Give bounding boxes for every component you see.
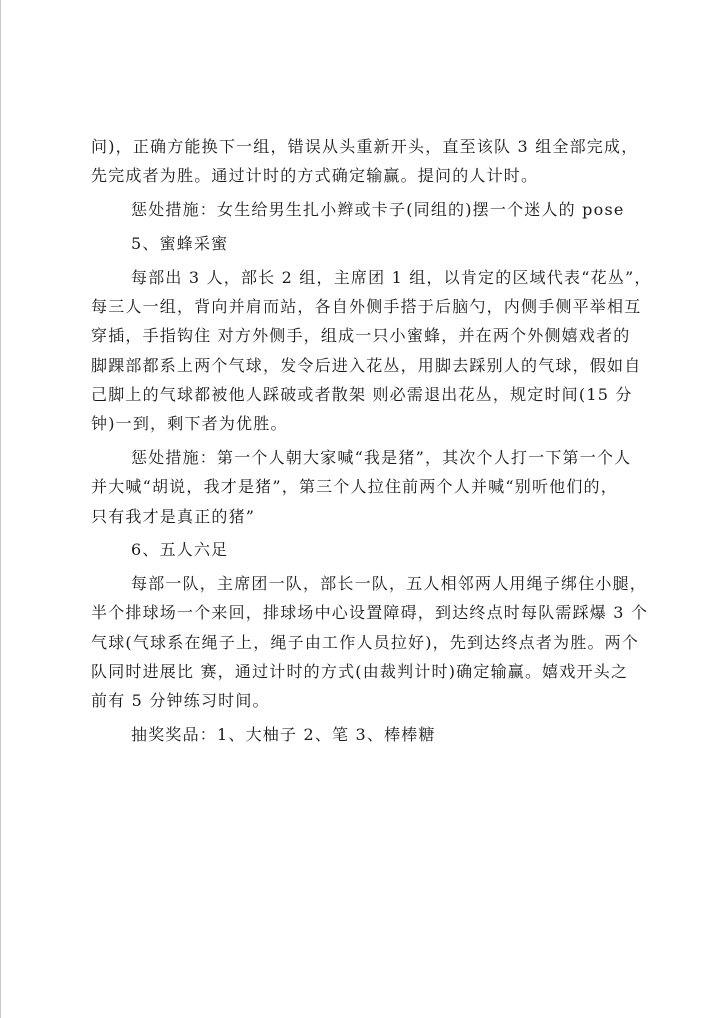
text-line: 每部出 3 人，部长 2 组，主席团 1 组，以肯定的区域代表“花丛”， <box>131 267 652 287</box>
text-line: 半个排球场一个来回，排球场中心设置障碍，到达终点时每队需踩爆 3 个 <box>91 603 649 623</box>
paragraph <box>91 443 636 531</box>
text-line: 每部一队，主席团一队，部长一队，五人相邻两人用绳子绑住小腿， <box>131 574 648 594</box>
text-line: 队同时进展比 赛，通过计时的方式(由裁判计时)确定输赢。嬉戏开头之 <box>91 662 629 682</box>
paragraph <box>91 535 636 564</box>
text-line: 每三人一组，背向并肩而站，各自外侧手搭于后脑勺，内侧手侧平举相互 <box>91 296 642 316</box>
document-body <box>91 132 652 754</box>
paragraph <box>91 263 652 439</box>
paragraph <box>91 195 636 224</box>
text-line: 惩处措施：第一个人朝大家喊“我是猪”，其次个人打一下第一个人 <box>131 447 632 467</box>
text-line: 只有我才是真正的猪” <box>91 506 256 526</box>
paragraph <box>91 720 636 749</box>
text-line: 气球(气球系在绳子上，绳子由工作人员拉好)，先到达终点者为胜。两个 <box>91 632 640 652</box>
text-line: 穿插，手指钩住 对方外侧手，组成一只小蜜蜂，并在两个外侧嬉戏者的 <box>91 326 631 346</box>
text-line: 脚踝部都系上两个气球，发令后进入花丛，用脚去踩别人的气球，假如自 <box>91 355 642 375</box>
text-line: 钟)一到，剩下者为优胜。 <box>91 414 288 434</box>
text-line: 先完成者为胜。通过计时的方式确定输赢。提问的人计时。 <box>91 166 539 186</box>
text-line: 6、五人六足 <box>131 540 229 560</box>
text-line: 问)，正确方能换下一组，错误从头重新开头，直至该队 3 组全部完成， <box>91 137 639 156</box>
text-line: 抽奖奖品：1、大柚子 2、笔 3、棒棒糖 <box>131 725 436 745</box>
text-line: 己脚上的气球都被他人踩破或者散架 则必需退出花丛，规定时间(15 分 <box>91 384 633 404</box>
text-line: 惩处措施：女生给男生扎小辫或卡子(同组的)摆一个迷人的 pose <box>131 200 625 220</box>
text-line: 5、蜜蜂采蜜 <box>131 233 229 253</box>
paragraph <box>91 569 649 715</box>
text-line: 并大喊“胡说，我才是猪”，第三个人拉住前两个人并喊“别听他们的， <box>91 477 618 497</box>
paragraph <box>91 229 636 258</box>
text-line: 前有 5 分钟练习时间。 <box>91 691 270 711</box>
paragraph <box>91 132 639 191</box>
